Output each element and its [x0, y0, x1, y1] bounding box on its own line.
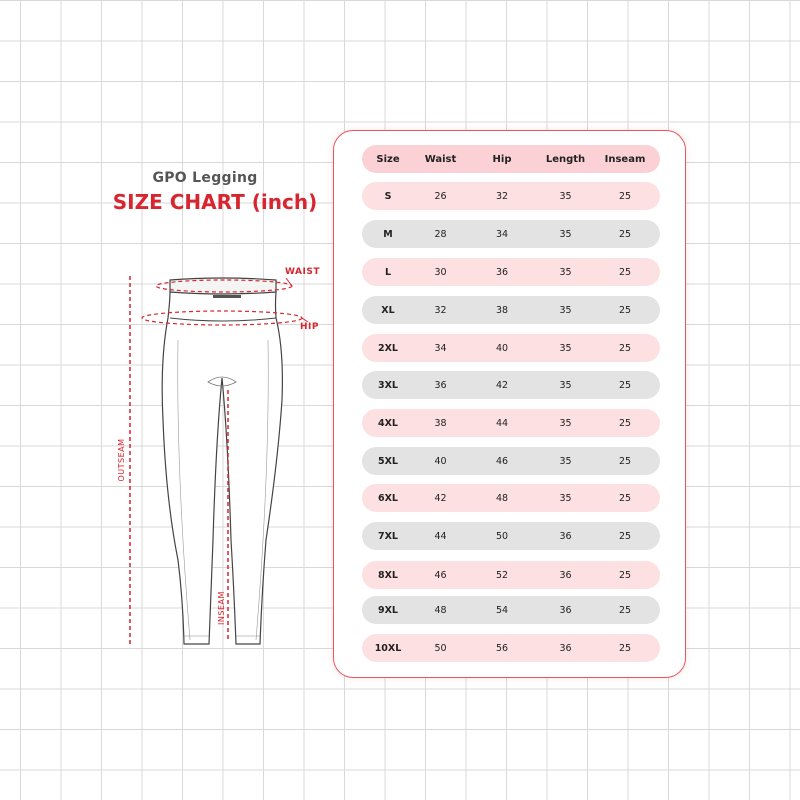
cell-waist: 36	[434, 379, 447, 391]
table-row	[362, 447, 660, 475]
cell-waist: 38	[434, 417, 447, 429]
size-table-card	[333, 130, 686, 678]
cell-length: 35	[559, 228, 572, 240]
table-row	[362, 522, 660, 550]
chart-heading	[100, 170, 330, 214]
cell-size: 9XL	[378, 604, 398, 616]
table-row	[362, 371, 660, 399]
cell-length: 35	[559, 455, 572, 467]
cell-waist: 32	[434, 304, 447, 316]
product-name: GPO Legging	[152, 170, 258, 186]
table-row	[362, 596, 660, 624]
header-hip: Hip	[492, 153, 512, 165]
cell-inseam: 25	[618, 266, 632, 278]
cell-length: 35	[559, 304, 572, 316]
header-waist: Waist	[424, 153, 457, 165]
cell-waist: 46	[434, 569, 447, 581]
table-row	[362, 634, 660, 662]
cell-length: 35	[559, 417, 572, 429]
cell-hip: 42	[495, 379, 509, 391]
cell-size: S	[384, 190, 392, 202]
header-size: Size	[376, 153, 400, 165]
cell-size: 10XL	[374, 642, 402, 654]
cell-waist: 26	[434, 190, 447, 202]
cell-size: XL	[381, 304, 395, 316]
hip-label: HIP	[300, 322, 319, 332]
cell-inseam: 25	[618, 379, 632, 391]
cell-length: 36	[559, 604, 572, 616]
cell-waist: 44	[434, 530, 447, 542]
cell-length: 35	[559, 379, 572, 391]
cell-size: 5XL	[378, 455, 398, 467]
cell-waist: 30	[434, 266, 447, 278]
cell-size: 6XL	[378, 492, 398, 504]
cell-length: 35	[559, 266, 572, 278]
cell-inseam: 25	[618, 304, 632, 316]
cell-size: 4XL	[378, 417, 398, 429]
cell-waist: 42	[434, 492, 447, 504]
cell-inseam: 25	[618, 417, 632, 429]
header-length: Length	[545, 153, 586, 165]
cell-length: 35	[559, 342, 572, 354]
cell-hip: 36	[495, 266, 509, 278]
cell-size: 8XL	[378, 569, 398, 581]
cell-hip: 40	[495, 342, 509, 354]
cell-inseam: 25	[618, 342, 632, 354]
table-row	[362, 484, 660, 512]
cell-waist: 28	[434, 228, 447, 240]
cell-length: 36	[559, 530, 572, 542]
cell-length: 36	[559, 642, 572, 654]
cell-hip: 44	[495, 417, 509, 429]
cell-length: 35	[559, 492, 572, 504]
cell-hip: 50	[495, 530, 509, 542]
cell-length: 35	[559, 190, 572, 202]
cell-waist: 48	[434, 604, 447, 616]
cell-waist: 50	[434, 642, 447, 654]
cell-inseam: 25	[618, 642, 632, 654]
cell-size: M	[383, 228, 393, 240]
chart-title: SIZE CHART (inch)	[112, 190, 318, 214]
cell-length: 36	[559, 569, 572, 581]
table-row	[362, 561, 660, 589]
table-row	[362, 220, 660, 248]
cell-hip: 38	[495, 304, 509, 316]
header-inseam: Inseam	[604, 153, 646, 165]
inseam-label: INSEAM	[217, 591, 226, 625]
waist-label: WAIST	[285, 267, 320, 277]
table-header-row	[362, 145, 660, 173]
cell-inseam: 25	[618, 492, 632, 504]
cell-inseam: 25	[618, 530, 632, 542]
table-row	[362, 182, 660, 210]
cell-hip: 52	[495, 569, 509, 581]
cell-hip: 54	[495, 604, 509, 616]
cell-hip: 56	[495, 642, 509, 654]
table-row	[362, 409, 660, 437]
legging-illustration	[100, 260, 330, 660]
cell-size: 2XL	[378, 342, 398, 354]
cell-hip: 48	[495, 492, 509, 504]
cell-inseam: 25	[618, 190, 632, 202]
cell-inseam: 25	[618, 228, 632, 240]
cell-inseam: 25	[618, 604, 632, 616]
cell-hip: 32	[495, 190, 509, 202]
cell-hip: 46	[495, 455, 509, 467]
waistband-tag	[213, 295, 241, 298]
cell-size: 3XL	[378, 379, 398, 391]
cell-inseam: 25	[618, 455, 632, 467]
cell-size: L	[384, 266, 392, 278]
cell-size: 7XL	[378, 530, 398, 542]
table-row	[362, 296, 660, 324]
table-row	[362, 334, 660, 362]
outseam-label: OUTSEAM	[117, 438, 126, 482]
table-row	[362, 258, 660, 286]
cell-hip: 34	[495, 228, 509, 240]
cell-inseam: 25	[618, 569, 632, 581]
cell-waist: 34	[434, 342, 447, 354]
cell-waist: 40	[434, 455, 447, 467]
